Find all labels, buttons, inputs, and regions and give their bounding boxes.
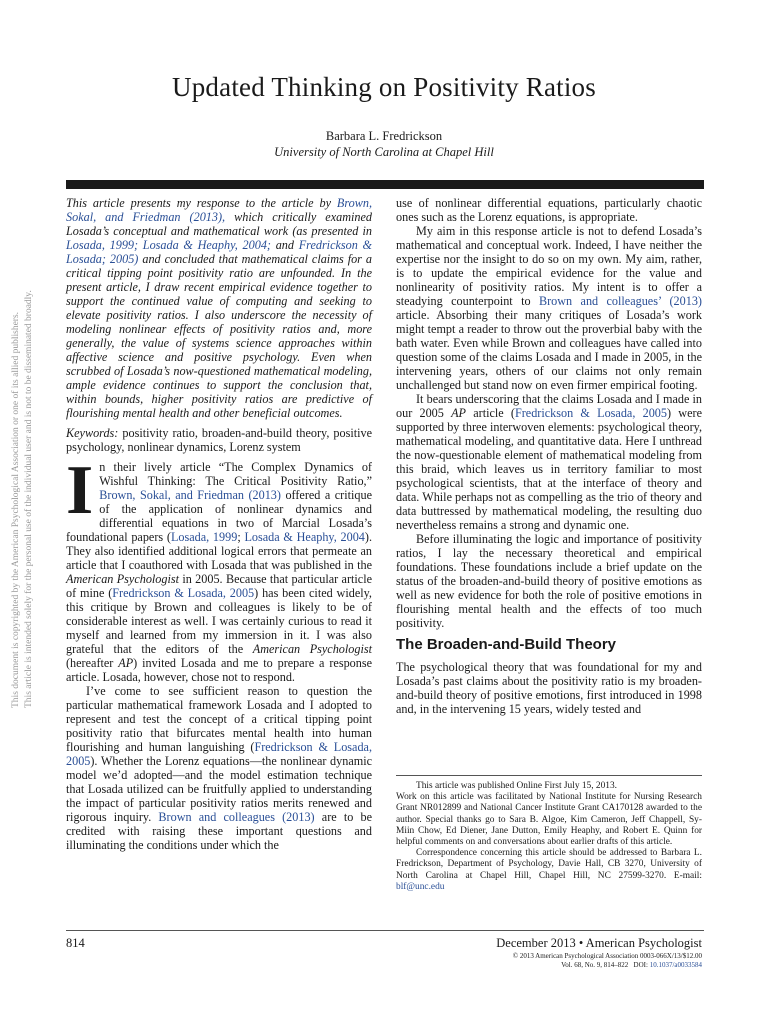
abstract-text: This article presents my response to the article by [66, 196, 337, 210]
volume-info: Vol. 68, No. 9, 814–822 [561, 960, 629, 969]
right-column [396, 196, 702, 716]
keywords [66, 426, 372, 454]
citation-link[interactable]: Fredrickson & Losada, 2005 [514, 406, 667, 420]
body-text: (hereafter [66, 656, 119, 670]
body-text: ; [237, 530, 245, 544]
abstract-text: which critically examined Losada’s conceptual and mathematical work (as presented in [66, 210, 372, 238]
email-link[interactable]: blf@unc.edu [396, 881, 445, 892]
body-text: ) were supported by three interwoven elements: psychological theory, mathematical modeling, and quantitative data. Here I unthread the now-questionable element of mathematical modeling from this braid, which leaves us in territory familiar to most psychological scientists, that at the interface of theory and data. While perhaps not as compelling as the trio of theory and data buttressed by mathematical modeling, the resulting duo nevertheless remains a strong and dynamic one. [396, 406, 702, 532]
journal-abbrev: AP [118, 656, 134, 670]
copyright-sidebar [10, 248, 35, 708]
body-text: It bears underscoring that the claims Losada and I made in our 2005 [396, 392, 702, 420]
page-number: 814 [66, 936, 85, 950]
author-affiliation: University of North Carolina at Chapel Hill [274, 145, 494, 159]
body-text: article ( [465, 406, 515, 420]
footnote-text: Correspondence concerning this article should be addressed to Barbara L. Fredrickson, Department of Psychology, Davie Hall, CB 3270, University of North Carolina at Chapel Hill, Chapel Hill, NC 27599-3270. E-mail: [396, 848, 702, 881]
body-text: My aim in this response article is not to defend Losada’s mathematical and conceptual work. Indeed, I have neither the expertise nor the insight to do so on my own. My aim, rather, is to update the empirical evidence for the value and nonlinearity of positivity ratios. My intent is to offer a steadying counterpoint to [396, 224, 702, 308]
journal-abbrev: AP [451, 406, 466, 420]
body-text: ) has been cited widely, this critique by Brown and colleagues is likely to be of considerable interest as well. I was certainly curious to read it myself and learned from my immersion in it. I was also grateful that the editors of the [66, 586, 372, 656]
abstract-text: and concluded that mathematical claims for a critical tipping point positivity ratio are unfounded. In the present article, I draw recent empirical evidence together to support the continued value of computing and seeking to elevate positivity ratios. I also underscore the necessity of modeling nonlinear effects of positivity ratios and, more generally, the value of systems science approaches within affective science and positive psychology. Even when scrubbed of Losada’s now-questioned mathematical modeling, ample evidence continues to support the conclusion that, within bounds, higher positivity ratios are predictive of flourishing mental health and other beneficial outcomes. [66, 252, 372, 420]
body-paragraph: use of nonlinear differential equations, particularly chaotic ones such as the Lorenz equations, is appropriate. [396, 196, 702, 224]
body-text: ). Whether the Lorenz equations—the nonlinear dynamic model we’d adopted—and the model estimation technique that Losada utilized can be fruitfully applied to understanding the impact of particular positivity ratios merits renewed and rigorous inquiry. [66, 754, 372, 824]
journal-footer: December 2013 • American Psychologist [496, 936, 702, 950]
footnote: This article was published Online First July 15, 2013. [416, 781, 618, 791]
body-text: n their lively article “The Complex Dynamics of Wishful Thinking: The Critical Positivity Ratio,” [99, 460, 372, 488]
drop-cap: I [66, 452, 94, 529]
footnote: Work on this article was facilitated by National Institute for Nursing Research Grant NR012899 and National Cancer Institute Grant CA170128 awarded to the author. Special thanks go to Sara B. Algoe, Kim Cameron, Jeff Chappell, Sy-Miin Chow, Ed Diener, Jane Dutton, Emily Heaphy, and Robert E. Quinn for helpful comments on and conversations about earlier drafts of this article. [396, 792, 702, 848]
citation-link[interactable]: Brown, Sokal, and Friedman (2013), [66, 196, 372, 224]
copyright-line-1: This document is copyrighted by the American Psychological Association or one of its allied publishers. [11, 311, 21, 708]
citation-link[interactable]: Brown and colleagues (2013) [158, 810, 315, 824]
section-heading: The Broaden-and-Build Theory [396, 636, 617, 653]
body-text: in 2005. Because that particular article of mine ( [66, 572, 372, 600]
journal-name: American Psychologist [252, 642, 372, 656]
body-paragraph [396, 392, 702, 532]
citation-link[interactable]: Fredrickson & Losada, 2005 [66, 740, 372, 768]
author-name: Barbara L. Fredrickson [325, 129, 443, 143]
citation-link[interactable]: Losada & Heaphy, 2004 [244, 530, 365, 544]
footnotes [396, 781, 702, 893]
article-title: Updated Thinking on Positivity Ratios [172, 72, 596, 102]
citation-link[interactable]: Fredrickson & Losada, 2005 [112, 586, 255, 600]
footer-rule [66, 930, 704, 931]
keywords-label: Keywords: [66, 426, 119, 440]
body-text: I’ve come to see sufficient reason to question the particular mathematical framework Losada and I adopted to represent and test the concept of a critical tipping point positivity ratio that bifurcates mental health into human flourishing and human languishing ( [66, 684, 372, 754]
abstract-text: and [271, 238, 299, 252]
keywords-text: positivity ratio, broaden-and-build theory, positive psychology, nonlinear dynamics, Lorenz system [66, 426, 372, 454]
citation-link[interactable]: Losada, 1999; Losada & Heaphy, 2004; [66, 238, 271, 252]
body-text: ) invited Losada and me to prepare a response article. Losada, however, chose not to respond. [66, 656, 373, 684]
journal-name: American Psychologist [66, 572, 180, 586]
doi-link[interactable]: 10.1037/a0033584 [649, 960, 702, 969]
citation-link[interactable]: Fredrickson & Losada; 2005) [66, 238, 373, 266]
copyright-line-2: This article is intended solely for the personal use of the individual user and is not to be disseminated broadly. [23, 290, 34, 708]
body-text: are to be credited with raising these important questions and illuminating the conditions under which the [66, 810, 372, 852]
footnote-rule [396, 775, 702, 776]
intro-paragraph [66, 452, 373, 684]
body-text: offered a critique of the application of nonlinear dynamics and differential equations in two of Marcial Losada’s foundational papers ( [66, 488, 372, 544]
body-text: ). They also identified additional logical errors that permeate an article that I coauthored with Losada that was published in the [66, 530, 372, 572]
citation-link[interactable]: Brown and colleagues’ (2013) [538, 294, 702, 308]
citation-link[interactable]: Brown, Sokal, and Friedman (2013) [99, 488, 281, 502]
abstract [66, 196, 372, 420]
volume-doi [402, 961, 702, 970]
body-text: article. Absorbing their many critiques of Losada’s work might tempt a reader to throw out the proverbial baby with the bath water. Even while Brown and colleagues have called into question some of the claims Losada and I made in 2005, in the intervening years, others of our claims not only remain unchallenged but stand now on even firmer empirical footing. [396, 308, 702, 392]
doi-label: DOI: [633, 960, 650, 969]
citation-link[interactable]: Losada, 1999 [170, 530, 238, 544]
header-bar [66, 180, 704, 189]
copyright-block [402, 952, 702, 969]
body-paragraph [66, 684, 372, 852]
copyright-text: © 2013 American Psychological Association 0003-066X/13/$12.00 [512, 952, 702, 960]
body-paragraph: Before illuminating the logic and importance of positivity ratios, I lay the necessary theoretical and empirical foundations. These foundations include a brief update on the status of the broaden-and-build theory of positive emotions as well as new evidence for both the role of positive emotions in flourishing mental health and the effects of too much positivity. [396, 532, 702, 630]
footnote [396, 848, 702, 893]
body-paragraph: The psychological theory that was foundational for my and Losada’s past claims about the positivity ratio is my broaden-and-build theory of positive emotions, first introduced in 1998 and, in the intervening 15 years, widely tested and [396, 660, 702, 716]
body-paragraph [396, 224, 702, 392]
left-column [66, 196, 372, 852]
